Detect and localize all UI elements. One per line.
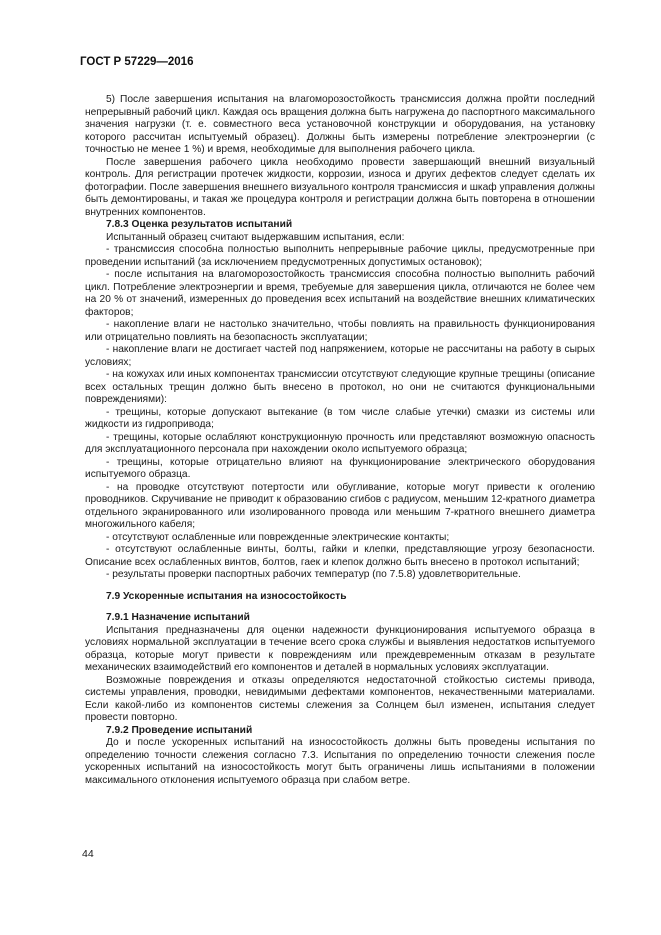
paragraph: Возможные повреждения и отказы определяются недостаточной стойкостью системы привода, системы управления, проводки, невидимыми дефектами компонентов, некачественными материалами. Если какой-либо из компонентов системы слежения за Солнцем был изменен, испытания следует провести повторно. [85, 674, 595, 723]
paragraph: До и после ускоренных испытаний на износостойкость должны быть проведены испытания по определению точности слежения согласно 7.3. Испытания по определению точности слежения после ускоренных испытаний на износостойкость могут быть ограничены лишь испытаниями в положении максимального отклонения испытуемого образца при слабом ветре. [85, 737, 595, 786]
list-item: - результаты проверки паспортных рабочих температур (по 7.5.8) удовлетворительные. [106, 569, 521, 580]
paragraph: Испытания предназначены для оценки надежности функционирования испытуемого образца в условиях нормальной эксплуатации в течение всего срока службы и выявления недостатков испытуемого образца, которые могут привести к повреждениям или преждевременным отказам в результате механических взаимодействий его компонентов и деталей в нормальных условиях эксплуатации. [85, 624, 595, 673]
list-item: - на проводке отсутствуют потертости или обугливание, которые могут привести к оголению проводников. Скручивание не приводит к образованию сгибов с радиусом, меньшим 12-кратного диаметра отдельного экранированного или изолированного провода или меньшим 7-кратного внешнего диаметра многожильного кабеля; [85, 481, 595, 530]
list-item: - накопление влаги не настолько значительно, чтобы повлиять на правильность функционирования или отрицательно повлиять на безопасность эксплуатации; [85, 319, 595, 343]
paragraph: Испытанный образец считают выдержавшим испытания, если: [106, 231, 405, 243]
list-item: - трещины, которые допускают вытекание (в том числе слабые утечки) смазки из системы или жидкости из гидропривода; [85, 406, 595, 430]
list-item: - трансмиссия способна полностью выполнить непрерывные рабочие циклы, предусмотренные при проведении испытаний (за исключением предусмотренных допустимых остановок); [85, 244, 595, 268]
page-number: 44 [82, 848, 94, 860]
subsection-heading: 7.9.2 Проведение испытаний [106, 724, 253, 736]
document-body [85, 94, 595, 787]
document-header: ГОСТ Р 57229—2016 [80, 56, 194, 68]
list-item: - отсутствуют ослабленные или поврежденные электрические контакты; [106, 531, 450, 543]
list-item: - трещины, которые отрицательно влияют на функционирование электрического оборудования испытуемого образца. [85, 456, 595, 480]
list-item: - трещины, которые ослабляют конструкционную прочность или представляют возможную опасность для эксплуатационного персонала при нахождении около испытуемого образца; [85, 431, 595, 455]
subsection-heading: 7.8.3 Оценка результатов испытаний [106, 219, 293, 230]
paragraph: После завершения рабочего цикла необходимо провести завершающий внешний визуальный контроль. Для регистрации протечек жидкости, коррозии, износа и других дефектов следует сделать их фотографии. После завершения внешнего визуального контроля трансмиссия и шкаф управления должны быть демонтированы, и такая же процедура контроля и регистрации должна быть повторена в отношении внутренних компонентов. [85, 156, 595, 218]
list-item: - на кожухах или иных компонентах трансмиссии отсутствуют следующие крупные трещины (описание всех остальных трещин должно быть внесено в протокол, но они не считаются функциональными повреждениями): [85, 369, 595, 405]
section-heading: 7.9 Ускоренные испытания на износостойкость [106, 590, 347, 602]
list-item: - отсутствуют ослабленные винты, болты, гайки и клепки, представляющие угрозу безопасности. Описание всех ослабленных винтов, болтов, гаек и клепок должно быть внесено в протокол испытаний; [85, 544, 595, 568]
list-item: - после испытания на влагоморозостойкость трансмиссия способна полностью выполнить рабочий цикл. Потребление электроэнергии и время, требуемые для завершения цикла, отличаются не более чем на 20 % от значений, измеренных до проведения всех испытаний на воздействие внешних климатических факторов; [85, 269, 595, 318]
list-item: - накопление влаги не достигает частей под напряжением, которые не рассчитаны на работу в сырых условиях; [85, 344, 595, 368]
subsection-heading: 7.9.1 Назначение испытаний [106, 612, 250, 623]
paragraph: 5) После завершения испытания на влагоморозостойкость трансмиссия должна пройти последний непрерывный рабочий цикл. Каждая ось вращения должна быть нагружена до паспортного максимального значения нагрузки (т. е. совместного веса установочной конструкции и оборудования, на установку которого рассчитан испытуемый образец). Должны быть измерены потребление электроэнергии (с точностью не менее 1 %) и время, необходимые для выполнения рабочего цикла. [85, 94, 595, 155]
